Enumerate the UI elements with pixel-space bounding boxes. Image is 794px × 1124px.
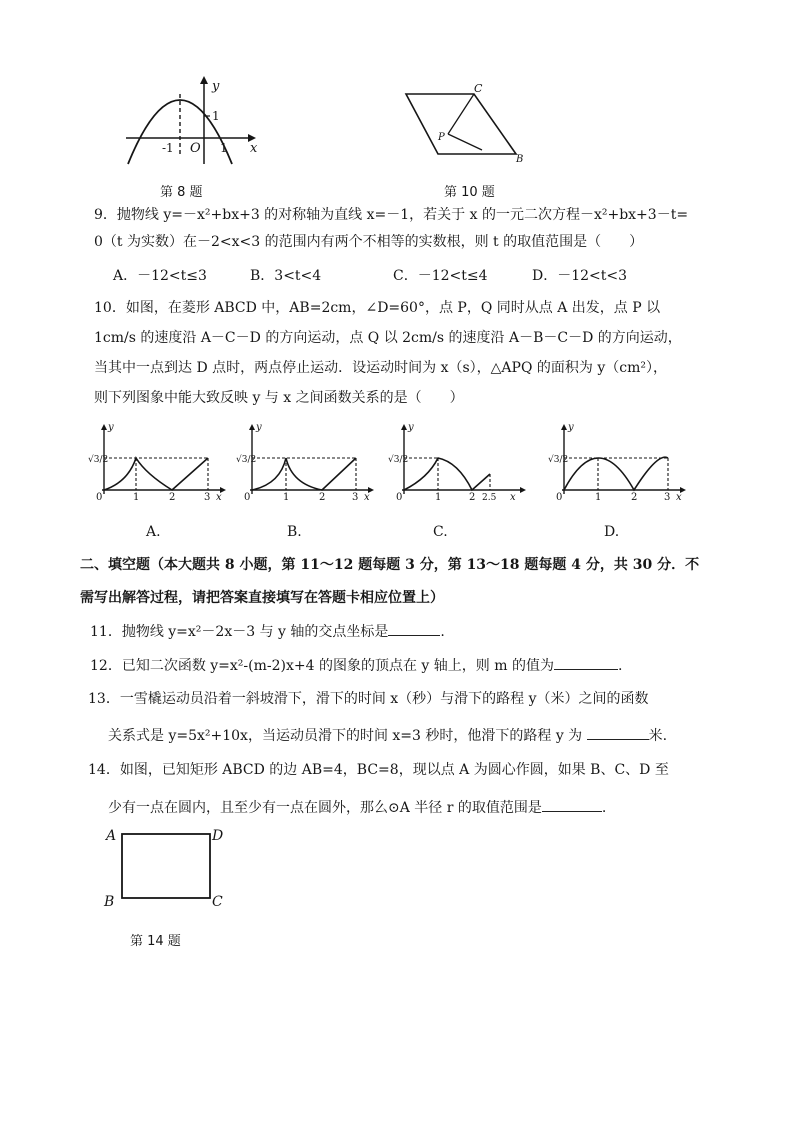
label-origin: O xyxy=(190,141,201,156)
q10-graph-b xyxy=(236,422,376,502)
label-a: A xyxy=(106,828,117,844)
svg-text:y: y xyxy=(108,422,114,433)
svg-text:√3/2: √3/2 xyxy=(236,455,257,465)
label-d: D xyxy=(212,828,224,844)
segment-pb xyxy=(448,134,482,150)
label-c: C xyxy=(474,82,483,95)
q14-line2-text: 少有一点在圆内，且至少有一点在圆外，那么⊙A 半径 r 的取值范围是 xyxy=(108,800,542,816)
q9-option-a: A．－12<t≤3 xyxy=(113,268,207,284)
q11-end: . xyxy=(440,624,445,640)
q13-end: 米. xyxy=(648,728,668,744)
svg-text:1: 1 xyxy=(283,492,290,503)
svg-text:√3/2: √3/2 xyxy=(388,455,409,465)
svg-text:2: 2 xyxy=(319,492,326,503)
svg-text:√3/2: √3/2 xyxy=(88,455,109,465)
q11-text: 11．抛物线 y=x²－2x－3 与 y 轴的交点坐标是 xyxy=(90,624,389,640)
svg-text:3: 3 xyxy=(664,492,671,503)
q13-line2-text: 关系式是 y=5x²+10x，当运动员滑下的时间 x=3 秒时，他滑下的路程 y 为 xyxy=(108,728,583,744)
svg-text:x: x xyxy=(676,492,682,503)
q12-end: . xyxy=(617,658,623,674)
label-x-1: 1 xyxy=(220,141,228,155)
segment-cp xyxy=(448,94,474,134)
rhombus-outline xyxy=(406,94,516,154)
svg-text:2: 2 xyxy=(169,492,176,503)
q14-answer-blank[interactable] xyxy=(542,797,602,812)
svg-text:3: 3 xyxy=(352,492,359,503)
svg-text:0: 0 xyxy=(396,492,403,503)
q10-graph-c xyxy=(388,422,528,502)
svg-text:1: 1 xyxy=(595,492,602,503)
y-axis-arrow-icon xyxy=(200,76,208,84)
rectangle-abcd xyxy=(122,834,210,898)
q14-end: . xyxy=(601,800,607,816)
svg-text:x: x xyxy=(216,492,222,503)
y-arrow-icon xyxy=(101,424,107,430)
figure-14-caption: 第 14 题 xyxy=(130,934,181,949)
q12-text: 12．已知二次函数 y=x²-(m-2)x+4 的图象的顶点在 y 轴上，则 m 的值为 xyxy=(90,658,554,674)
q14-line1: 14．如图，已知矩形 ABCD 的边 AB=4，BC=8，现以点 A 为圆心作圆，如果 B、C、D 至 xyxy=(88,762,669,778)
figure-8-graph xyxy=(120,76,260,166)
svg-text:2: 2 xyxy=(469,492,476,503)
label-b: B xyxy=(104,894,115,910)
svg-text:2: 2 xyxy=(631,492,638,503)
q10-option-b: B. xyxy=(287,524,302,540)
y-arrow-icon xyxy=(561,424,567,430)
q10-line4: 则下列图象中能大致反映 y 与 x 之间函数关系的是（ ） xyxy=(94,390,464,406)
svg-text:x: x xyxy=(510,492,516,503)
q13-line1: 13．一雪橇运动员沿着一斜坡滑下，滑下的时间 x（秒）与滑下的路程 y（米）之间的函数 xyxy=(88,691,649,707)
figure-10-caption: 第 10 题 xyxy=(444,185,495,200)
svg-text:√3/2: √3/2 xyxy=(548,455,569,465)
label-c: C xyxy=(212,894,223,910)
q12 xyxy=(90,655,622,676)
q10-graph-d xyxy=(548,422,688,502)
curve-a xyxy=(104,458,208,490)
label-b: B xyxy=(516,154,524,165)
svg-text:1: 1 xyxy=(435,492,442,503)
q10-line2: 1cm/s 的速度沿 A－C－D 的方向运动，点 Q 以 2cm/s 的速度沿 A－B－C－D 的方向运动， xyxy=(94,330,682,346)
y-arrow-icon xyxy=(249,424,255,430)
q9-option-c: C．－12<t≤4 xyxy=(393,268,488,284)
q10-option-a: A. xyxy=(146,524,161,540)
svg-text:y: y xyxy=(256,422,262,433)
svg-text:y: y xyxy=(408,422,414,433)
label-y-1: 1 xyxy=(212,109,220,123)
section2-header-line1: 二、填空题（本大题共 8 小题，第 11～12 题每题 3 分，第 13～18 题每题 4 分，共 30 分．不 xyxy=(80,557,700,573)
q12-answer-blank[interactable] xyxy=(554,655,618,670)
q13-line2 xyxy=(108,725,667,746)
q10-line1: 10．如图，在菱形 ABCD 中，AB=2cm，∠D=60°，点 P，Q 同时从点 A 出发，点 P 以 xyxy=(94,300,661,316)
curve-b xyxy=(252,458,356,490)
q9-option-b: B．3<t<4 xyxy=(250,268,322,284)
section2-header-line2: 需写出解答过程，请把答案直接填写在答题卡相应位置上） xyxy=(80,590,444,606)
q9-option-d: D．－12<t<3 xyxy=(532,268,628,284)
svg-text:1: 1 xyxy=(133,492,140,503)
q11 xyxy=(90,621,445,642)
q10-graph-a xyxy=(88,422,228,502)
x-arrow-icon xyxy=(520,487,526,493)
label-neg1: -1 xyxy=(162,141,174,155)
label-x: x xyxy=(250,141,258,156)
label-y: y xyxy=(212,79,220,94)
svg-text:y: y xyxy=(568,422,574,433)
svg-text:x: x xyxy=(364,492,370,503)
label-p: P xyxy=(438,132,445,143)
figure-14-rectangle xyxy=(100,822,230,914)
q11-answer-blank[interactable] xyxy=(388,621,440,636)
figure-8-caption: 第 8 题 xyxy=(160,185,203,200)
svg-text:3: 3 xyxy=(204,492,211,503)
q10-option-c: C. xyxy=(433,524,448,540)
svg-text:0: 0 xyxy=(556,492,563,503)
q10-line3: 当其中一点到达 D 点时，两点停止运动．设运动时间为 x（s），△APQ 的面积为 y（cm²）， xyxy=(94,360,667,376)
curve-c xyxy=(404,458,490,490)
y-arrow-icon xyxy=(401,424,407,430)
svg-text:2.5: 2.5 xyxy=(482,493,497,503)
svg-text:0: 0 xyxy=(96,492,103,503)
figure-10-rhombus xyxy=(396,82,526,164)
curve-d xyxy=(564,457,668,490)
q13-answer-blank[interactable] xyxy=(587,725,649,740)
svg-text:0: 0 xyxy=(244,492,251,503)
q9-line2: 0（t 为实数）在－2<x<3 的范围内有两个不相等的实数根，则 t 的取值范围是（ ） xyxy=(94,234,644,250)
q10-option-d: D. xyxy=(604,524,620,540)
q9-line1: 9．抛物线 y=－x²+bx+3 的对称轴为直线 x=－1，若关于 x 的一元二次方程－x²+bx+3－t= xyxy=(94,207,689,223)
q14-line2 xyxy=(108,797,606,818)
